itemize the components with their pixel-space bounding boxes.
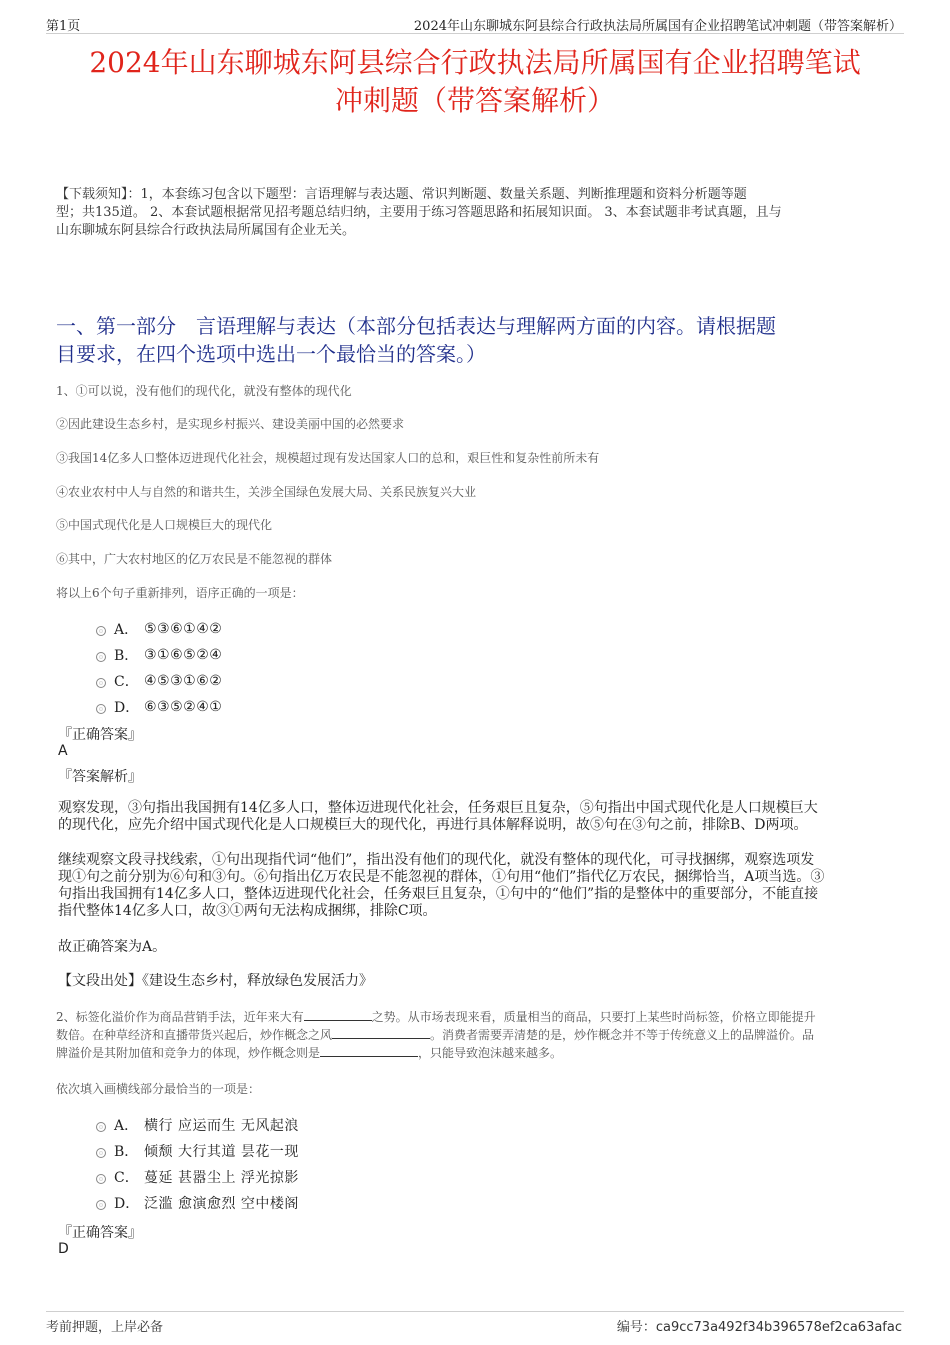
title-line-1: 2024年山东聊城东阿县综合行政执法局所属国有企业招聘笔试 <box>89 46 861 79</box>
q1-option-c[interactable] <box>96 668 496 694</box>
radio-icon[interactable] <box>96 1122 106 1132</box>
option-text: 倾颓 大行其道 昙花一现 <box>144 1144 299 1160</box>
fill-blank-3 <box>320 1045 418 1057</box>
analysis-line: 句指出我国拥有14亿多人口，整体迈进现代化社会，任务艰巨且复杂，①句中的“他们”指的是整体中的重要部分，不能直接 <box>58 886 819 902</box>
q1-analysis-paragraph-1 <box>58 800 896 834</box>
fill-blank-1 <box>304 1009 372 1021</box>
option-text: ⑥③⑤②④① <box>144 699 223 715</box>
q2-answer-value: D <box>58 1241 69 1257</box>
footer-code-value: ca9cc73a492f34b396578ef2ca63afac <box>655 1320 902 1335</box>
q1-sentence-4: ④农业农村中人与自然的和谐共生，关涉全国绿色发展大局、关系民族复兴大业 <box>56 485 477 499</box>
download-notice <box>56 186 896 240</box>
q1-sentence-3: ③我国14亿多人口整体迈进现代化社会，规模超过现有发达国家人口的总和，艰巨性和复杂性前所未有 <box>56 451 600 465</box>
q2-text-segment: 2、标签化溢价作为商品营销手法，近年来大有 <box>56 1010 304 1024</box>
q2-options <box>96 1112 496 1216</box>
notice-line-2: 型；共135道。 2、本套试题根据常见招考题总结归纳，主要用于练习答题思路和拓展知识面。 3、本套试题非考试真题，且与 <box>56 205 782 220</box>
radio-icon[interactable] <box>96 1148 106 1158</box>
document-title <box>40 44 910 120</box>
q2-option-b[interactable] <box>96 1138 496 1164</box>
q1-analysis-label: 『答案解析』 <box>58 769 142 785</box>
option-text: ⑤③⑥①④② <box>144 621 223 637</box>
q2-stem-line-1 <box>56 1008 898 1026</box>
notice-line-1: 【下载须知】：1，本套练习包含以下题型：言语理解与表达题、常识判断题、数量关系题、判断推理题和资料分析题等题 <box>56 187 747 202</box>
q1-analysis-conclusion: 故正确答案为A。 <box>58 939 167 955</box>
title-line-2: 冲刺题（带答案解析） <box>334 84 615 117</box>
footer-code <box>617 1316 902 1335</box>
option-text: ③①⑥⑤②④ <box>144 647 223 663</box>
q2-text-segment: ，只能导致泡沫越来越多。 <box>418 1046 563 1060</box>
radio-icon[interactable] <box>96 704 106 714</box>
radio-icon[interactable] <box>96 652 106 662</box>
analysis-line: 现①句之前分别为⑥句和③句。⑥句指出亿万农民是不能忽视的群体，①句用“他们”指代亿万农民，捆绑恰当，A项当选。③ <box>58 869 825 885</box>
option-letter: B． <box>114 1144 139 1160</box>
q1-sentence-2: ②因此建设生态乡村，是实现乡村振兴、建设美丽中国的必然要求 <box>56 417 405 431</box>
radio-icon[interactable] <box>96 1200 106 1210</box>
option-letter: C． <box>114 1170 139 1186</box>
q1-sentence-5: ⑤中国式现代化是人口规模巨大的现代化 <box>56 518 273 532</box>
option-letter: A． <box>114 1118 139 1134</box>
analysis-line: 指代整体14亿多人口，故③①两句无法构成捆绑，排除C项。 <box>58 903 437 919</box>
q2-answer-label: 『正确答案』 <box>58 1225 142 1241</box>
q1-option-a[interactable] <box>96 616 496 642</box>
option-letter: B． <box>114 648 139 664</box>
q2-stem-line-2 <box>56 1026 898 1044</box>
q2-text-segment: 。消费者需要弄清楚的是，炒作概念并不等于传统意义上的品牌溢价。品 <box>430 1028 815 1042</box>
q1-option-b[interactable] <box>96 642 496 668</box>
footer-slogan: 考前押题，上岸必备 <box>46 1320 164 1335</box>
q2-text-segment: 之势。从市场表现来看，质量相当的商品，只要打上某些时尚标签，价格立即能提升 <box>371 1010 816 1024</box>
header-doc-title: 2024年山东聊城东阿县综合行政执法局所属国有企业招聘笔试冲刺题（带答案解析） <box>413 19 902 34</box>
q2-text-segment: 牌溢价是其附加值和竞争力的体现，炒作概念则是 <box>56 1046 321 1060</box>
option-letter: D． <box>114 1196 140 1212</box>
option-text: ④⑤③①⑥② <box>144 673 223 689</box>
q1-sentence-1: 1、①可以说，没有他们的现代化，就没有整体的现代化 <box>56 384 352 398</box>
analysis-line: 观察发现，③句指出我国拥有14亿多人口，整体迈进现代化社会，任务艰巨且复杂，⑤句指出中国式现代化是人口规模巨大 <box>58 800 818 816</box>
page-footer <box>46 1311 904 1335</box>
section-heading <box>56 312 896 368</box>
option-text: 蔓延 甚嚣尘上 浮光掠影 <box>144 1170 299 1186</box>
q2-stem <box>56 1008 898 1062</box>
analysis-line: 继续观察文段寻找线索，①句出现指代词“他们”，指出没有他们的现代化，就没有整体的现代化，可寻找捆绑，观察选项发 <box>58 852 815 868</box>
option-letter: A． <box>114 622 139 638</box>
q1-option-d[interactable] <box>96 694 496 720</box>
notice-line-3: 山东聊城东阿县综合行政执法局所属国有企业无关。 <box>56 223 356 238</box>
q2-prompt: 依次填入画横线部分最恰当的一项是： <box>56 1082 261 1096</box>
q1-analysis-paragraph-2 <box>58 852 896 920</box>
page-number: 第1页 <box>46 19 81 34</box>
page-header <box>46 12 904 34</box>
q2-option-d[interactable] <box>96 1190 496 1216</box>
option-letter: C． <box>114 674 139 690</box>
q2-stem-line-3 <box>56 1044 898 1062</box>
q1-sentence-6: ⑥其中，广大农村地区的亿万农民是不能忽视的群体 <box>56 552 333 566</box>
q2-option-a[interactable] <box>96 1112 496 1138</box>
option-text: 泛滥 愈演愈烈 空中楼阁 <box>144 1196 299 1212</box>
q1-answer-value: A <box>58 743 68 759</box>
q1-source: 【文段出处】《建设生态乡村，释放绿色发展活力》 <box>58 973 373 989</box>
q2-option-c[interactable] <box>96 1164 496 1190</box>
option-text: 横行 应运而生 无风起浪 <box>144 1118 299 1134</box>
q2-text-segment: 数倍。在种草经济和直播带货兴起后，炒作概念之风 <box>56 1028 333 1042</box>
option-letter: D． <box>114 700 140 716</box>
fill-blank-2 <box>332 1027 430 1039</box>
q1-prompt: 将以上6个句子重新排列，语序正确的一项是： <box>56 586 304 600</box>
radio-icon[interactable] <box>96 626 106 636</box>
section-heading-line-2: 目要求，在四个选项中选出一个最恰当的答案。） <box>56 342 486 366</box>
analysis-line: 的现代化，应先介绍中国式现代化是人口规模巨大的现代化，再进行具体解释说明，故⑤句在③句之前，排除B、D两项。 <box>58 817 808 833</box>
section-heading-line-1: 一、第一部分 言语理解与表达（本部分包括表达与理解两方面的内容。请根据题 <box>56 314 776 338</box>
radio-icon[interactable] <box>96 678 106 688</box>
footer-code-label: 编号： <box>616 1320 656 1335</box>
radio-icon[interactable] <box>96 1174 106 1184</box>
q1-options <box>96 616 496 720</box>
q1-answer-label: 『正确答案』 <box>58 727 142 743</box>
